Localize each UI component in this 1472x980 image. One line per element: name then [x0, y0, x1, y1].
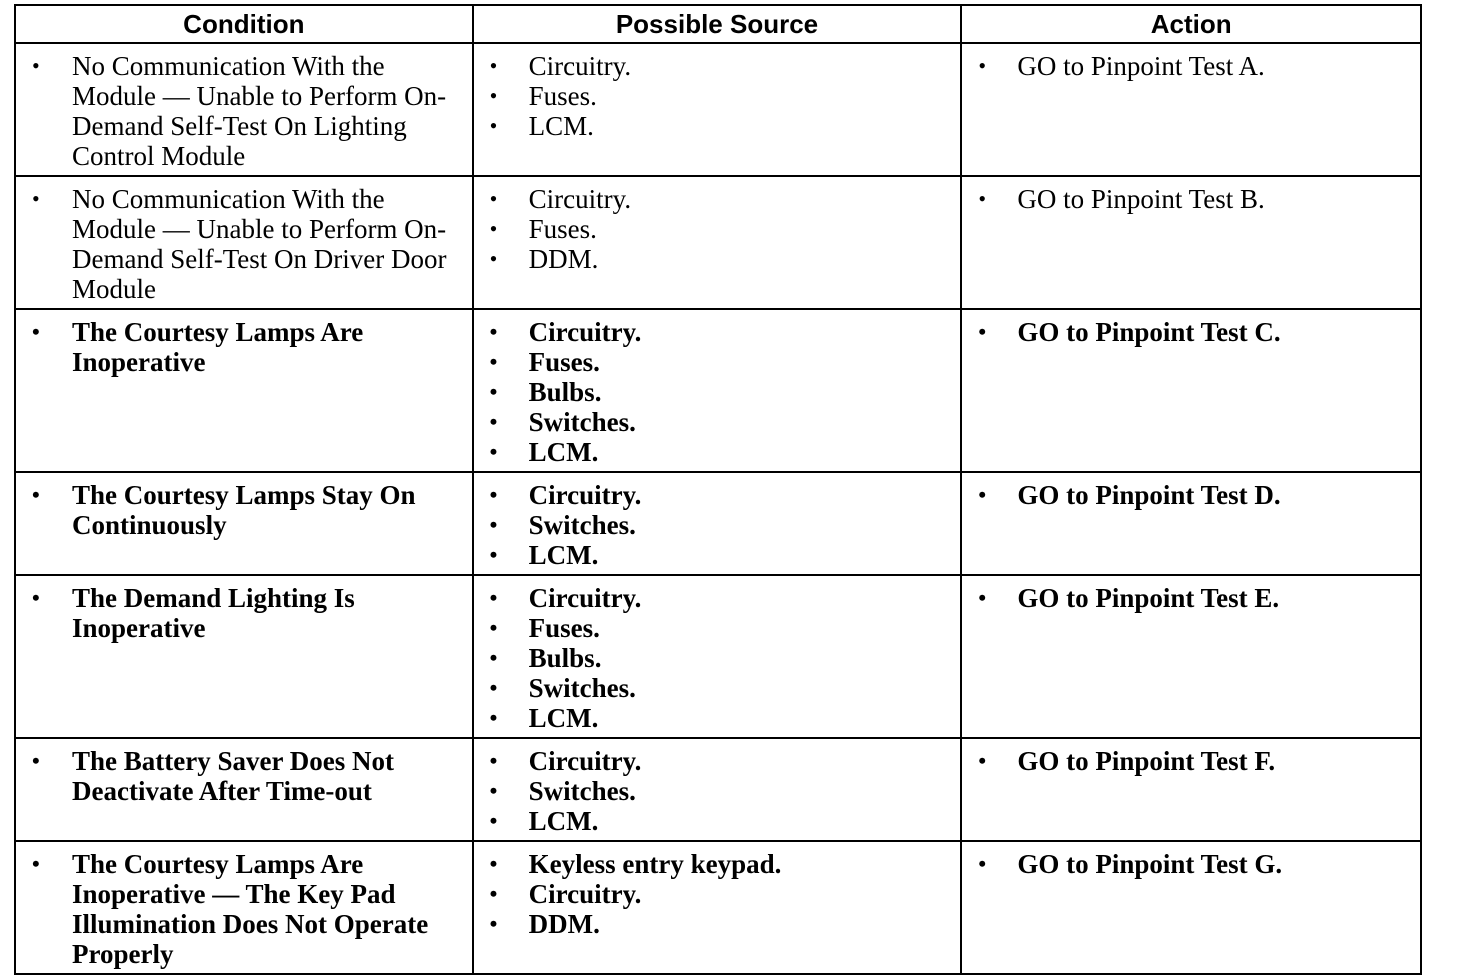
bullet-icon: •	[489, 645, 498, 670]
possible-source-item	[474, 377, 961, 407]
table-row	[15, 43, 1421, 176]
action-text: GO to Pinpoint Test F.	[1017, 746, 1276, 776]
action-item	[962, 849, 1420, 879]
possible-source-item	[474, 583, 961, 613]
possible-source-item	[474, 407, 961, 437]
bullet-icon: •	[489, 615, 498, 640]
condition-item	[16, 746, 472, 806]
condition-item	[16, 583, 472, 643]
bullet-icon: •	[489, 379, 498, 404]
bullet-icon: •	[489, 186, 498, 211]
action-list	[962, 849, 1420, 879]
condition-text: No Communication With the Module — Unable to Perform On-Demand Self-Test On Lighting Control Module	[72, 51, 447, 171]
condition-text: The Demand Lighting Is Inoperative	[72, 583, 355, 643]
action-item	[962, 51, 1420, 81]
bullet-icon: •	[489, 675, 498, 700]
possible-source-cell	[473, 43, 962, 176]
bullet-icon: •	[489, 585, 498, 610]
table-row	[15, 738, 1421, 841]
bullet-icon: •	[978, 851, 987, 876]
bullet-icon: •	[32, 53, 40, 78]
action-list	[962, 184, 1420, 214]
table-row	[15, 575, 1421, 738]
bullet-icon: •	[978, 748, 987, 773]
possible-source-cell	[473, 472, 962, 575]
possible-source-text: Fuses.	[528, 214, 597, 244]
possible-source-cell	[473, 738, 962, 841]
action-list	[962, 480, 1420, 510]
possible-source-text: Fuses.	[528, 613, 600, 643]
bullet-icon: •	[489, 113, 498, 138]
action-item	[962, 583, 1420, 613]
possible-source-item	[474, 214, 961, 244]
possible-source-text: Circuitry.	[528, 879, 642, 909]
possible-source-text: Circuitry.	[528, 583, 642, 613]
action-list	[962, 746, 1420, 776]
possible-source-item	[474, 510, 961, 540]
possible-source-text: Fuses.	[528, 347, 600, 377]
possible-source-item	[474, 480, 961, 510]
possible-source-text: Bulbs.	[528, 377, 602, 407]
bullet-icon: •	[489, 83, 498, 108]
possible-source-item	[474, 184, 961, 214]
condition-list	[16, 51, 472, 171]
bullet-icon: •	[978, 186, 987, 211]
bullet-icon: •	[978, 319, 987, 344]
possible-source-list	[474, 583, 961, 733]
condition-item	[16, 184, 472, 304]
action-item	[962, 317, 1420, 347]
bullet-icon: •	[489, 705, 498, 730]
action-item	[962, 184, 1420, 214]
possible-source-item	[474, 703, 961, 733]
bullet-icon: •	[32, 585, 40, 610]
action-text: GO to Pinpoint Test B.	[1017, 184, 1265, 214]
bullet-icon: •	[489, 748, 498, 773]
action-cell	[961, 575, 1421, 738]
possible-source-text: LCM.	[528, 437, 599, 467]
symptom-chart-table	[14, 4, 1422, 975]
condition-cell	[15, 575, 473, 738]
bullet-icon: •	[489, 881, 498, 906]
possible-source-item	[474, 776, 961, 806]
bullet-icon: •	[489, 439, 498, 464]
bullet-icon: •	[489, 482, 498, 507]
condition-cell	[15, 841, 473, 974]
action-text: GO to Pinpoint Test A.	[1017, 51, 1265, 81]
possible-source-text: Bulbs.	[528, 643, 602, 673]
bullet-icon: •	[32, 851, 40, 876]
table-row	[15, 841, 1421, 974]
condition-item	[16, 480, 472, 540]
bullet-icon: •	[489, 246, 498, 271]
condition-list	[16, 317, 472, 377]
possible-source-text: DDM.	[528, 909, 600, 939]
possible-source-item	[474, 51, 961, 81]
condition-list	[16, 849, 472, 969]
action-cell	[961, 472, 1421, 575]
condition-item	[16, 317, 472, 377]
action-text: GO to Pinpoint Test D.	[1017, 480, 1281, 510]
possible-source-text: Fuses.	[528, 81, 597, 111]
possible-source-item	[474, 879, 961, 909]
possible-source-text: Switches.	[528, 673, 636, 703]
condition-text: The Courtesy Lamps Are Inoperative	[72, 317, 364, 377]
possible-source-item	[474, 746, 961, 776]
condition-item	[16, 849, 472, 969]
condition-list	[16, 746, 472, 806]
condition-cell	[15, 43, 473, 176]
bullet-icon: •	[32, 748, 40, 773]
action-cell	[961, 309, 1421, 472]
possible-source-text: LCM.	[528, 540, 599, 570]
action-cell	[961, 841, 1421, 974]
possible-source-item	[474, 909, 961, 939]
possible-source-text: DDM.	[528, 244, 599, 274]
condition-cell	[15, 738, 473, 841]
condition-text: The Battery Saver Does Not Deactivate After Time-out	[72, 746, 394, 806]
possible-source-text: Switches.	[528, 407, 636, 437]
action-text: GO to Pinpoint Test G.	[1017, 849, 1283, 879]
bullet-icon: •	[978, 482, 987, 507]
header-action: Action	[961, 5, 1421, 43]
action-cell	[961, 738, 1421, 841]
condition-text: The Courtesy Lamps Are Inoperative — The Key Pad Illumination Does Not Operate Properly	[72, 849, 429, 969]
bullet-icon: •	[489, 778, 498, 803]
possible-source-text: LCM.	[528, 703, 599, 733]
action-text: GO to Pinpoint Test E.	[1017, 583, 1280, 613]
possible-source-item	[474, 673, 961, 703]
bullet-icon: •	[489, 808, 498, 833]
possible-source-item	[474, 643, 961, 673]
condition-list	[16, 583, 472, 643]
condition-text: No Communication With the Module — Unable to Perform On-Demand Self-Test On Driver Door Module	[72, 184, 447, 304]
condition-cell	[15, 472, 473, 575]
condition-list	[16, 184, 472, 304]
condition-text: The Courtesy Lamps Stay On Continuously	[72, 480, 416, 540]
action-item	[962, 746, 1420, 776]
action-list	[962, 317, 1420, 347]
possible-source-text: LCM.	[528, 806, 599, 836]
possible-source-cell	[473, 841, 962, 974]
possible-source-item	[474, 540, 961, 570]
possible-source-list	[474, 849, 961, 939]
action-list	[962, 583, 1420, 613]
bullet-icon: •	[489, 542, 498, 567]
action-text: GO to Pinpoint Test C.	[1017, 317, 1281, 347]
bullet-icon: •	[978, 585, 987, 610]
action-list	[962, 51, 1420, 81]
possible-source-list	[474, 51, 961, 141]
possible-source-text: Circuitry.	[528, 317, 642, 347]
possible-source-text: Circuitry.	[528, 184, 632, 214]
possible-source-list	[474, 317, 961, 467]
possible-source-item	[474, 317, 961, 347]
possible-source-item	[474, 806, 961, 836]
bullet-icon: •	[489, 512, 498, 537]
action-cell	[961, 43, 1421, 176]
possible-source-cell	[473, 309, 962, 472]
table-row	[15, 176, 1421, 309]
condition-item	[16, 51, 472, 171]
bullet-icon: •	[32, 319, 40, 344]
bullet-icon: •	[489, 851, 498, 876]
condition-cell	[15, 176, 473, 309]
header-possible-source: Possible Source	[473, 5, 962, 43]
possible-source-list	[474, 184, 961, 274]
header-condition: Condition	[15, 5, 473, 43]
possible-source-list	[474, 480, 961, 570]
bullet-icon: •	[32, 482, 40, 507]
possible-source-text: Circuitry.	[528, 480, 642, 510]
bullet-icon: •	[489, 319, 498, 344]
bullet-icon: •	[489, 216, 498, 241]
possible-source-item	[474, 613, 961, 643]
possible-source-list	[474, 746, 961, 836]
possible-source-text: Switches.	[528, 510, 636, 540]
bullet-icon: •	[32, 186, 40, 211]
possible-source-text: LCM.	[528, 111, 594, 141]
possible-source-item	[474, 347, 961, 377]
bullet-icon: •	[489, 911, 498, 936]
bullet-icon: •	[978, 53, 987, 78]
bullet-icon: •	[489, 409, 498, 434]
possible-source-item	[474, 437, 961, 467]
condition-list	[16, 480, 472, 540]
action-item	[962, 480, 1420, 510]
possible-source-text: Circuitry.	[528, 51, 632, 81]
bullet-icon: •	[489, 349, 498, 374]
possible-source-text: Switches.	[528, 776, 636, 806]
possible-source-item	[474, 244, 961, 274]
table-row	[15, 472, 1421, 575]
possible-source-text: Circuitry.	[528, 746, 642, 776]
bullet-icon: •	[489, 53, 498, 78]
possible-source-item	[474, 111, 961, 141]
possible-source-cell	[473, 176, 962, 309]
action-cell	[961, 176, 1421, 309]
header-row	[15, 5, 1421, 43]
possible-source-text: Keyless entry keypad.	[528, 849, 782, 879]
possible-source-item	[474, 849, 961, 879]
possible-source-cell	[473, 575, 962, 738]
table-row	[15, 309, 1421, 472]
possible-source-item	[474, 81, 961, 111]
condition-cell	[15, 309, 473, 472]
